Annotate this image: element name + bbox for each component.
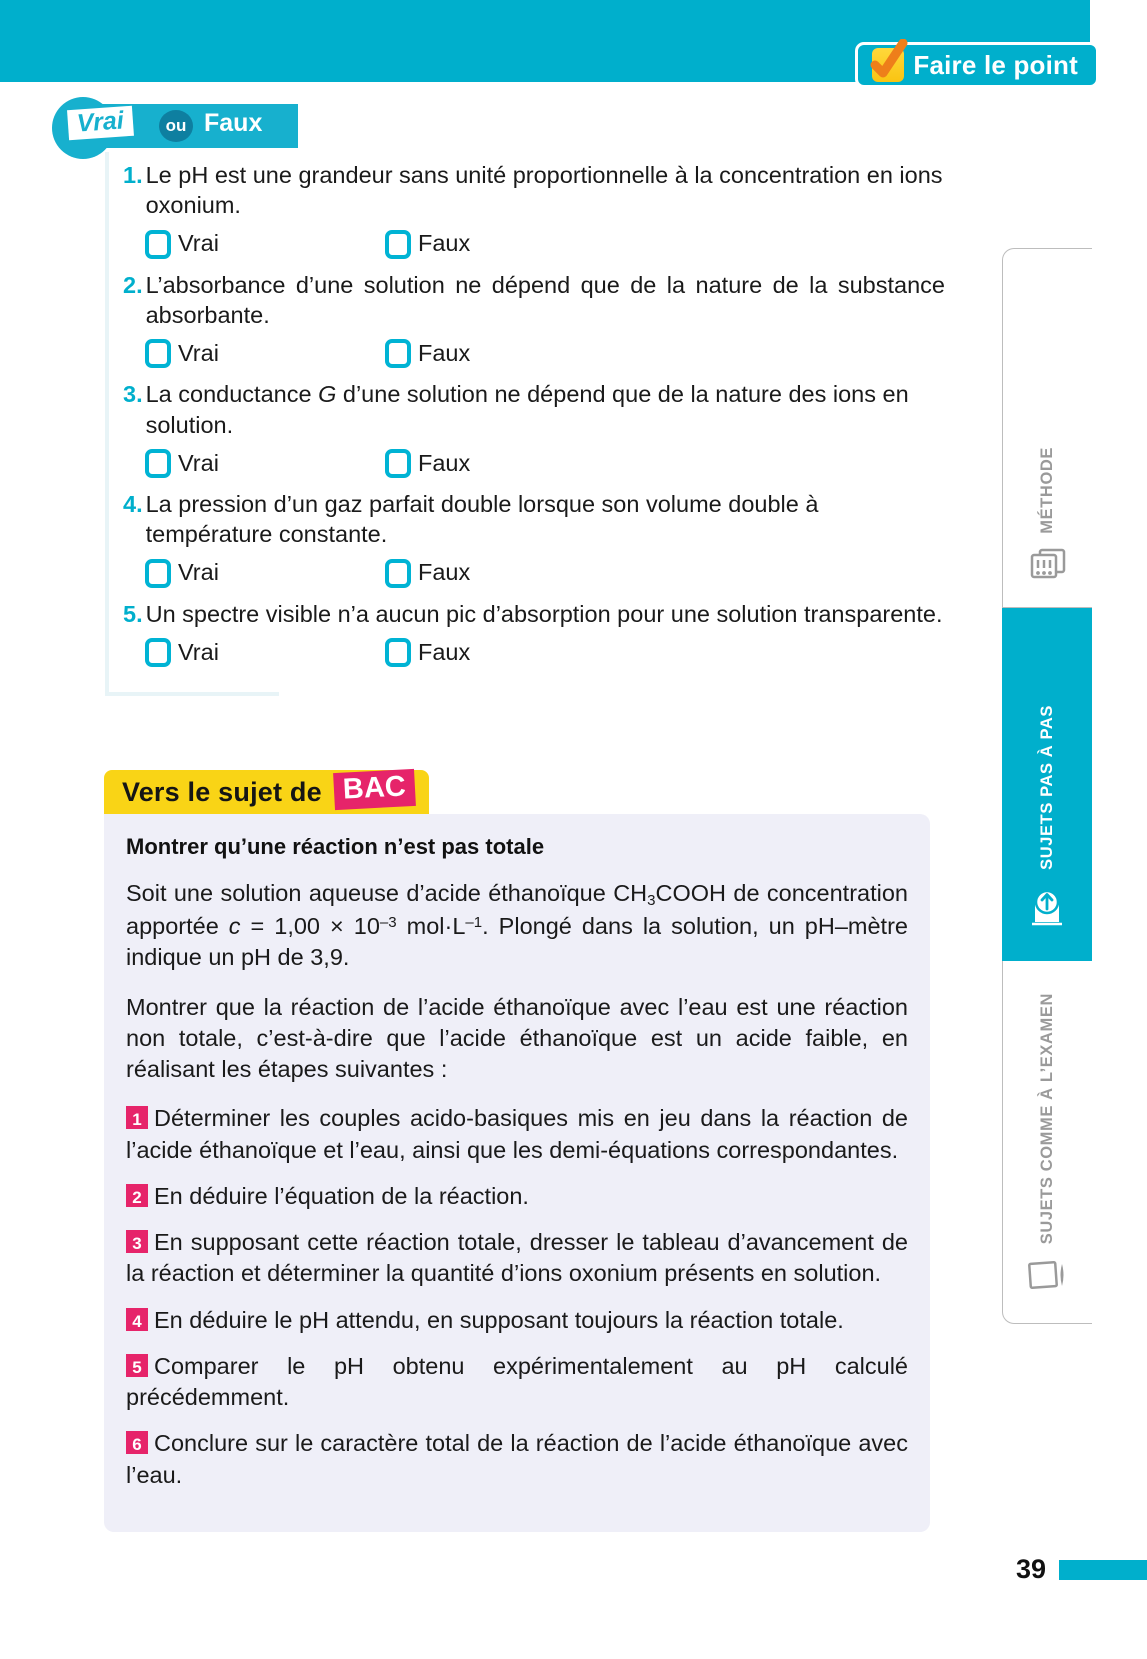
question-item xyxy=(109,599,945,667)
question-line xyxy=(109,270,945,331)
step-number-badge: 6 xyxy=(126,1431,148,1454)
step-text: En déduire l’équation de la réaction. xyxy=(154,1182,529,1209)
checkbox-faux[interactable] xyxy=(385,449,411,478)
question-item xyxy=(109,160,945,259)
sidebar-tab-sujets-label: SUJETS PAS À PAS xyxy=(1037,705,1056,870)
answer-label-vrai: Vrai xyxy=(178,559,219,586)
answer-option-faux[interactable] xyxy=(385,559,470,588)
answer-option-faux[interactable] xyxy=(385,638,470,667)
step-number-badge: 3 xyxy=(126,1230,148,1253)
step-text: En déduire le pH attendu, en supposant toujours la réaction totale. xyxy=(154,1306,844,1333)
step-text: Déterminer les couples acido-basiques mis en jeu dans la réaction de l’acide éthanoïque et l’eau, ainsi que les demi-équations correspondantes. xyxy=(126,1105,908,1163)
formula-subscript-3: 3 xyxy=(647,892,656,910)
question-text-post: d’une solution ne dépend que de la nature des ions en solution. xyxy=(145,381,909,438)
sidebar-tab-sujets-comme-examen[interactable] xyxy=(1002,961,1092,1324)
answer-row xyxy=(109,638,945,667)
question-text xyxy=(146,379,945,440)
symbol-c: c xyxy=(228,913,241,940)
page-footer xyxy=(1016,1556,1147,1583)
answer-label-faux: Faux xyxy=(418,449,471,476)
question-line xyxy=(109,379,945,440)
vers-le-sujet-de-bac-banner xyxy=(104,770,429,814)
question-number: 4. xyxy=(123,490,143,517)
checkbox-vrai[interactable] xyxy=(145,559,171,588)
step-text: Conclure sur le caractère total de la réaction de l’acide éthanoïque avec l’eau. xyxy=(126,1430,908,1488)
yellow-check-tile-icon xyxy=(872,48,904,82)
page-number: 39 xyxy=(1015,1554,1046,1584)
statement-part-a: Soit une solution aqueuse d’acide éthanoïque CH xyxy=(126,880,648,907)
question-text: La pression d’un gaz parfait double lorsque son volume double à température constante. xyxy=(145,490,819,548)
arrow-up-stamp-icon xyxy=(1027,884,1067,931)
answer-label-faux: Faux xyxy=(418,230,471,257)
vrai-faux-question-panel xyxy=(105,152,945,696)
question-text: L’absorbance d’une solution ne dépend que de la nature de la substance absorbante. xyxy=(145,271,945,328)
checkbox-vrai[interactable] xyxy=(145,638,171,667)
bac-banner-label: Vers le sujet de xyxy=(122,776,322,807)
answer-option-faux[interactable] xyxy=(385,339,470,368)
bac-paragraph-statement xyxy=(126,878,908,973)
sidebar-tab-methode[interactable] xyxy=(1002,248,1092,608)
answer-row xyxy=(109,230,945,259)
question-line xyxy=(109,160,945,221)
bac-step xyxy=(126,1351,908,1414)
faire-le-point-badge xyxy=(855,42,1099,88)
bac-exercise-title: Montrer qu’une réaction n’est pas totale xyxy=(126,834,545,859)
sidebar-tab-sujets-pas-a-pas[interactable] xyxy=(1002,608,1092,961)
checkbox-faux[interactable] xyxy=(385,638,411,667)
answer-label-faux: Faux xyxy=(418,559,471,586)
checkbox-vrai[interactable] xyxy=(145,449,171,478)
question-number: 5. xyxy=(123,600,143,627)
answer-option-vrai[interactable] xyxy=(145,559,385,588)
bac-paragraph-instruction: Montrer que la réaction de l’acide éthanoïque avec l’eau est une réaction non totale, c’est-à-dire que l’acide éthanoïque est un acide faible, en réalisant les étapes suivantes : xyxy=(126,993,908,1083)
question-item xyxy=(109,489,945,588)
side-tab-rail xyxy=(1002,248,1092,1324)
bac-step xyxy=(126,1227,908,1290)
answer-option-faux[interactable] xyxy=(385,449,470,478)
sidebar-tab-examen-label: SUJETS COMME À L’EXAMEN xyxy=(1038,992,1057,1244)
step-number-badge: 5 xyxy=(126,1354,148,1377)
answer-label-faux: Faux xyxy=(418,340,471,366)
badge-word-faux: Faux xyxy=(204,109,263,137)
statement-part-c: = 1,00 × 10 xyxy=(240,913,380,940)
question-item xyxy=(109,270,945,369)
step-number-badge: 4 xyxy=(126,1308,148,1331)
question-line xyxy=(109,599,945,629)
bac-chip-label: BAC xyxy=(333,768,416,809)
sidebar-tab-methode-label: MÉTHODE xyxy=(1038,447,1057,534)
step-text: Comparer le pH obtenu expérimentalement au pH calculé précédemment. xyxy=(126,1352,908,1411)
step-number-badge: 2 xyxy=(126,1184,148,1207)
checkbox-vrai[interactable] xyxy=(145,339,171,368)
bac-step xyxy=(126,1181,908,1212)
statement-part-d: mol·L xyxy=(396,913,466,940)
answer-row xyxy=(109,449,945,478)
faire-le-point-label: Faire le point xyxy=(913,50,1078,80)
step-text: En supposant cette réaction totale, dresser le tableau d’avancement de la réaction et déterminer la quantité d’ions oxonium présents en solution. xyxy=(126,1229,908,1287)
statement-part-e: . Plongé dans la solution, un pH–mètre indique un pH de 3,9. xyxy=(126,913,908,971)
answer-option-vrai[interactable] xyxy=(145,230,385,259)
checkbox-faux[interactable] xyxy=(385,230,411,259)
answer-option-vrai[interactable] xyxy=(145,449,385,478)
symbol-G: G xyxy=(318,381,337,408)
badge-word-vrai: Vrai xyxy=(67,106,134,141)
answer-label-vrai: Vrai xyxy=(178,340,219,366)
answer-row xyxy=(109,559,945,588)
statement-part-b: COOH de concentration apportée xyxy=(126,880,908,940)
answer-row xyxy=(109,339,945,368)
bac-step xyxy=(126,1103,908,1166)
question-text-pre: La conductance xyxy=(145,381,319,408)
bac-step xyxy=(126,1305,908,1336)
question-number: 2. xyxy=(123,271,143,298)
checkbox-vrai[interactable] xyxy=(145,230,171,259)
question-text: Un spectre visible n’a aucun pic d’absorption pour une solution transparente. xyxy=(145,600,943,627)
paper-pen-icon xyxy=(1026,1258,1070,1297)
answer-option-faux[interactable] xyxy=(385,230,470,259)
question-number: 1. xyxy=(123,162,143,188)
answer-label-vrai: Vrai xyxy=(178,230,219,257)
checkbox-faux[interactable] xyxy=(385,559,411,588)
answer-label-vrai: Vrai xyxy=(178,449,219,476)
footer-accent-bar xyxy=(1059,1560,1147,1580)
answer-option-vrai[interactable] xyxy=(145,638,385,667)
answer-label-vrai: Vrai xyxy=(178,638,219,665)
question-line xyxy=(109,489,945,550)
step-number-badge: 1 xyxy=(126,1106,148,1129)
question-text: Le pH est une grandeur sans unité proportionnelle à la concentration en ions oxonium. xyxy=(145,162,943,219)
bac-exercise-box xyxy=(104,814,930,1532)
cards-method-icon xyxy=(1028,546,1068,585)
answer-option-vrai[interactable] xyxy=(145,339,385,368)
question-number: 3. xyxy=(123,381,143,408)
checkbox-faux[interactable] xyxy=(385,339,411,368)
exponent-minus-1: –1 xyxy=(465,914,483,932)
question-item xyxy=(109,379,945,478)
badge-word-ou: ou xyxy=(159,110,193,142)
bac-step xyxy=(126,1428,908,1491)
answer-label-faux: Faux xyxy=(418,638,471,665)
exponent-minus-3: –3 xyxy=(379,914,397,932)
